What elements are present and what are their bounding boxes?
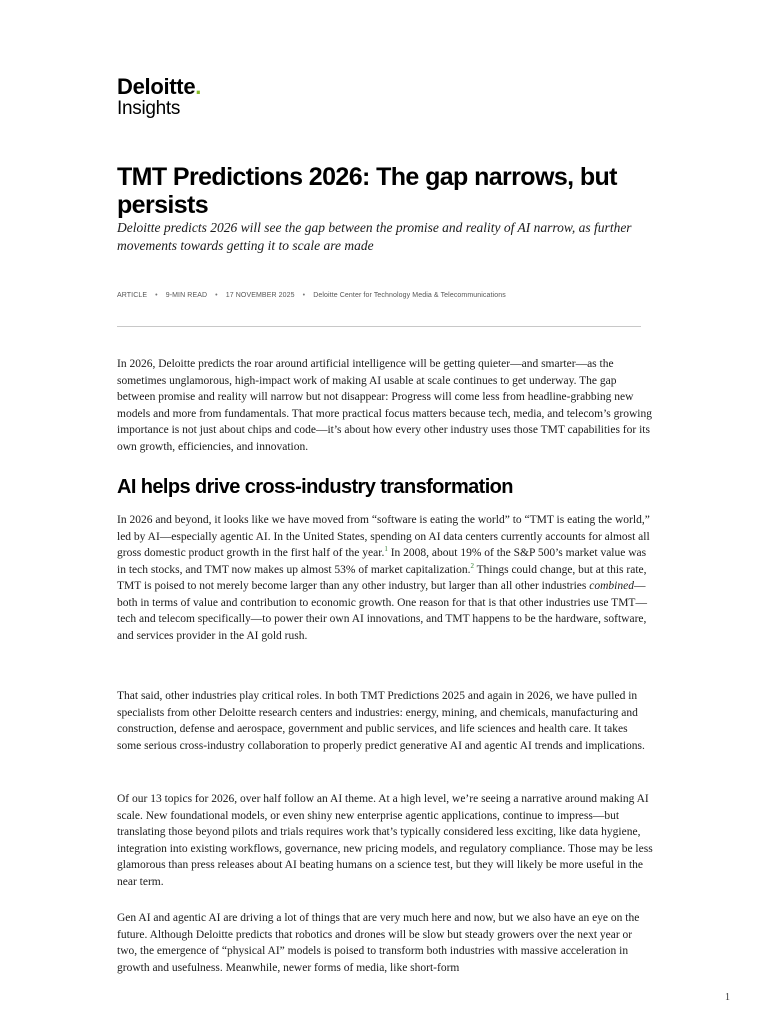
body-paragraph-3: Of our 13 topics for 2026, over half follow an AI theme. At a high level, we’re seeing a narrative around making AI scale. New foundational models, or even shiny new enterprise agentic applications, continue to impress—but translating those beyond pilots and trials requires work that’s typically considered less exciting, like data hygiene, integration into existing workflows, governance, new pricing models, and regulatory compliance. Those may be less glamorous than press releases about AI beating humans on a science test, but they will likely be more useful in the near term. — [117, 793, 653, 888]
page-subtitle: Deloitte predicts 2026 will see the gap between the promise and reality of AI narrow, as further movements towards getting it to scale are made — [117, 220, 632, 253]
logo-brand: Deloitte. — [117, 74, 202, 99]
meta-separator: • — [155, 292, 158, 299]
intro-paragraph: In 2026, Deloitte predicts the roar around artificial intelligence will be getting quieter—and smarter—as the sometimes unglamorous, high-impact work of making AI usable at scale continues to get underway. The gap between promise and reality will narrow but not disappear: Progress will come less from headline-grabbing new models and more from fundamentals. That more practical focus matters because tech, media, and telecom’s growing importance is not just about chips and code—it’s about how every other industry uses those TMT capabilities for its own growth, efficiencies, and innovation. — [117, 358, 652, 453]
header-divider — [117, 326, 641, 327]
meta-separator: • — [302, 292, 306, 299]
footnote-link-2[interactable]: 2 — [470, 561, 474, 570]
meta-type: ARTICLE — [117, 292, 148, 299]
article-meta — [117, 292, 647, 299]
body-paragraph-2: That said, other industries play critical roles. In both TMT Predictions 2025 and again in 2026, we have pulled in specialists from other Deloitte research centers and industries: energy, mining, and chemicals, manufacturing and construction, defense and aerospace, government and public services, and life sciences and health care. It takes some serious cross-industry collaboration to properly predict generative AI and agentic AI trends and implications. — [117, 690, 645, 752]
deloitte-insights-logo — [117, 76, 201, 118]
meta-date: 17 NOVEMBER 2025 — [225, 292, 295, 299]
section-heading: AI helps drive cross-industry transformation — [117, 476, 513, 498]
meta-read-time: 9-MIN READ — [165, 292, 208, 299]
page-number: 1 — [725, 992, 730, 1003]
meta-author: Deloitte Center for Technology Media & Telecommunications — [313, 292, 506, 299]
body-paragraph-1: In 2026 and beyond, it looks like we have moved from “software is eating the world” to “TMT is eating the world,” led by AI—especially agentic AI. In the United States, spending on AI data centers currently accounts for almost all gross domestic product growth in the first half of the year.$^1$ In 2008, about 19% of the S&P 500’s market value was in tech stocks, and TMT now makes up almost 53% of market capitalization.$^2$ Things could change, but at this rate, TMT is poised to not merely become larger than any other industry, but larger than all other industries combined—both in terms of value and contribution to economic growth. One reason for that is that other industries use TMT—tech and telecom specifically—to power their own AI innovations, and TMT happens to be the hardware, software, and services provider in the AI gold rush. — [117, 514, 650, 642]
logo-sub: Insights — [117, 98, 181, 119]
logo-green-dot: . — [195, 74, 202, 99]
meta-separator: • — [215, 292, 218, 299]
body-paragraph-4: Gen AI and agentic AI are driving a lot of things that are very much here and now, but we also have an eye on the future. Although Deloitte predicts that robotics and drones will be slow but steady growers over the next year or two, the emergence of “physical AI” models is poised to transform both industries with massive acceleration in growth and usefulness. Meanwhile, newer forms of media, like short-form — [117, 912, 640, 974]
footnote-link-1[interactable]: 1 — [384, 545, 388, 553]
page-title: TMT Predictions 2026: The gap narrows, but persists — [117, 163, 617, 219]
